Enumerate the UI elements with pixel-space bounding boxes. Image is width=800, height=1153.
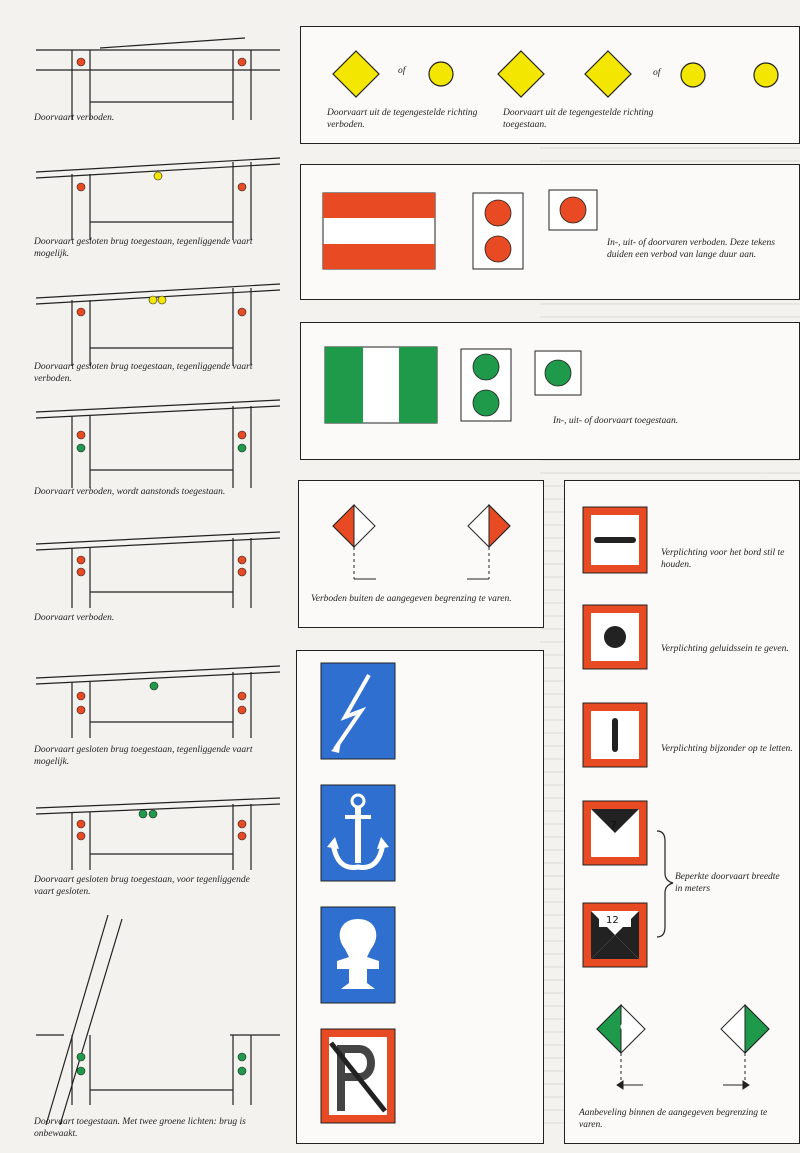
green-light <box>150 682 158 690</box>
bridge-diagram-4 <box>30 398 280 488</box>
panel-boundary-signs <box>298 480 544 628</box>
red-caption: In-, uit- of doorvaren verboden. Deze tekens duiden een verbod van lange duur aan. <box>607 238 775 260</box>
anchor-icon <box>321 785 395 881</box>
width-value-top: 7 <box>610 819 617 832</box>
width-limit-bottom-icon <box>583 903 647 967</box>
yellow-diamond-icon <box>585 51 631 97</box>
lightning-icon <box>321 663 395 759</box>
panel-yellow-signs <box>300 26 800 144</box>
yellow-light <box>158 296 166 304</box>
red-light <box>77 692 85 700</box>
yellow-light <box>149 296 157 304</box>
red-light <box>77 183 85 191</box>
yellow-diamond-icon <box>498 51 544 97</box>
bridge-caption-7: Doorvaart gesloten brug toegestaan, voor tegenliggende vaart gesloten. <box>34 875 250 897</box>
red-light <box>238 832 246 840</box>
red-light <box>238 183 246 191</box>
red-light <box>238 820 246 828</box>
boundary-left-diamond-icon <box>333 505 376 579</box>
green-white-green-flag-icon <box>325 347 437 423</box>
one-green-light-board-icon <box>535 351 581 395</box>
bridge-diagram-3 <box>30 276 280 366</box>
brace-icon <box>657 831 673 937</box>
bridge-diagram-1 <box>30 30 280 120</box>
green-caption: In-, uit- of doorvaart toegestaan. <box>553 416 679 426</box>
green-light <box>238 444 246 452</box>
attention-caption: Verplichting bijzonder op te letten. <box>661 744 793 754</box>
two-red-lights-board-icon <box>473 193 523 269</box>
panel-red-signs <box>300 164 800 300</box>
green-light <box>149 810 157 818</box>
green-signs-graphic <box>301 323 800 461</box>
bridge-caption-1: Doorvaart verboden. <box>34 113 115 123</box>
red-signs-graphic <box>301 165 800 301</box>
one-red-light-board-icon <box>549 190 597 230</box>
recommend-caption: Aanbeveling binnen de aangegeven begrenzing te varen. <box>579 1108 768 1130</box>
green-light <box>77 1067 85 1075</box>
green-light <box>77 1053 85 1061</box>
red-light <box>77 308 85 316</box>
panel-green-signs <box>300 322 800 460</box>
green-light <box>238 1053 246 1061</box>
yellow-circle-icon <box>754 63 778 87</box>
bridge-caption-3: Doorvaart gesloten brug toegestaan, tegenliggende vaart verboden. <box>34 362 253 384</box>
bridge-diagram-8 <box>30 915 280 1115</box>
no-parking-icon <box>321 1029 395 1123</box>
red-light <box>77 832 85 840</box>
yellow-circle-icon <box>429 62 453 86</box>
bridge-diagram-7 <box>30 786 280 876</box>
width-limit-top-icon <box>583 801 647 865</box>
panel-obligation-signs <box>564 480 800 1144</box>
two-green-lights-board-icon <box>461 349 511 421</box>
bridge-diagram-6 <box>30 658 280 748</box>
red-light <box>238 58 246 66</box>
red-light <box>238 568 246 576</box>
width-value-bottom: 12 <box>606 915 619 926</box>
red-light <box>77 820 85 828</box>
green-light <box>139 810 147 818</box>
bridge-caption-2: Doorvaart gesloten brug toegestaan, tegenliggende vaart mogelijk. <box>34 237 253 259</box>
bollard-icon <box>321 907 395 1003</box>
green-light <box>77 444 85 452</box>
red-light <box>238 692 246 700</box>
of-label: of <box>653 68 661 78</box>
bridge-caption-6: Doorvaart gesloten brug toegestaan, tegenliggende vaart mogelijk. <box>34 745 253 767</box>
boundary-right-diamond-icon <box>467 505 510 579</box>
green-diamond-right-icon <box>721 1005 769 1089</box>
green-light <box>238 1067 246 1075</box>
red-light <box>238 706 246 714</box>
boundary-signs-graphic <box>299 481 545 629</box>
attention-icon <box>583 703 647 767</box>
sound-caption: Verplichting geluidssein te geven. <box>661 644 789 654</box>
red-light <box>238 556 246 564</box>
red-light <box>77 58 85 66</box>
red-light <box>238 431 246 439</box>
yellow-caption-left: Doorvaart uit de tegengestelde richting verboden. <box>327 108 478 130</box>
width-caption: Beperkte doorvaart breedte in meters <box>675 872 780 894</box>
panel-blue-signs <box>296 650 544 1144</box>
bridge-caption-8: Doorvaart toegestaan. Met twee groene lichten: brug is onbewaakt. <box>34 1117 246 1139</box>
red-white-red-flag-icon <box>323 193 435 269</box>
stop-caption: Verplichting voor het bord stil te houden. <box>661 548 785 570</box>
red-light <box>77 431 85 439</box>
yellow-light <box>154 172 162 180</box>
bridge-caption-5: Doorvaart verboden. <box>34 613 115 623</box>
green-letter-left: G <box>620 1023 627 1033</box>
sound-signal-icon <box>583 605 647 669</box>
blue-signs-graphic <box>297 651 545 1145</box>
stop-bar-icon <box>583 507 647 573</box>
yellow-circle-icon <box>681 63 705 87</box>
bridge-diagram-2 <box>30 150 280 240</box>
red-light <box>238 308 246 316</box>
red-light <box>77 706 85 714</box>
green-diamond-left-icon <box>597 1005 645 1089</box>
yellow-diamond-icon <box>333 51 379 97</box>
of-label: of <box>398 66 406 76</box>
red-light <box>77 568 85 576</box>
yellow-caption-right: Doorvaart uit de tegengestelde richting toegestaan. <box>503 108 654 130</box>
red-light <box>77 556 85 564</box>
green-letter-right: G <box>737 1023 744 1033</box>
bridge-diagram-5 <box>30 522 280 612</box>
boundary-caption: Verboden buiten de aangegeven begrenzing te varen. <box>311 594 512 604</box>
bridge-caption-4: Doorvaart verboden, wordt aanstonds toegestaan. <box>34 487 226 497</box>
obligation-signs-graphic <box>565 481 800 1145</box>
